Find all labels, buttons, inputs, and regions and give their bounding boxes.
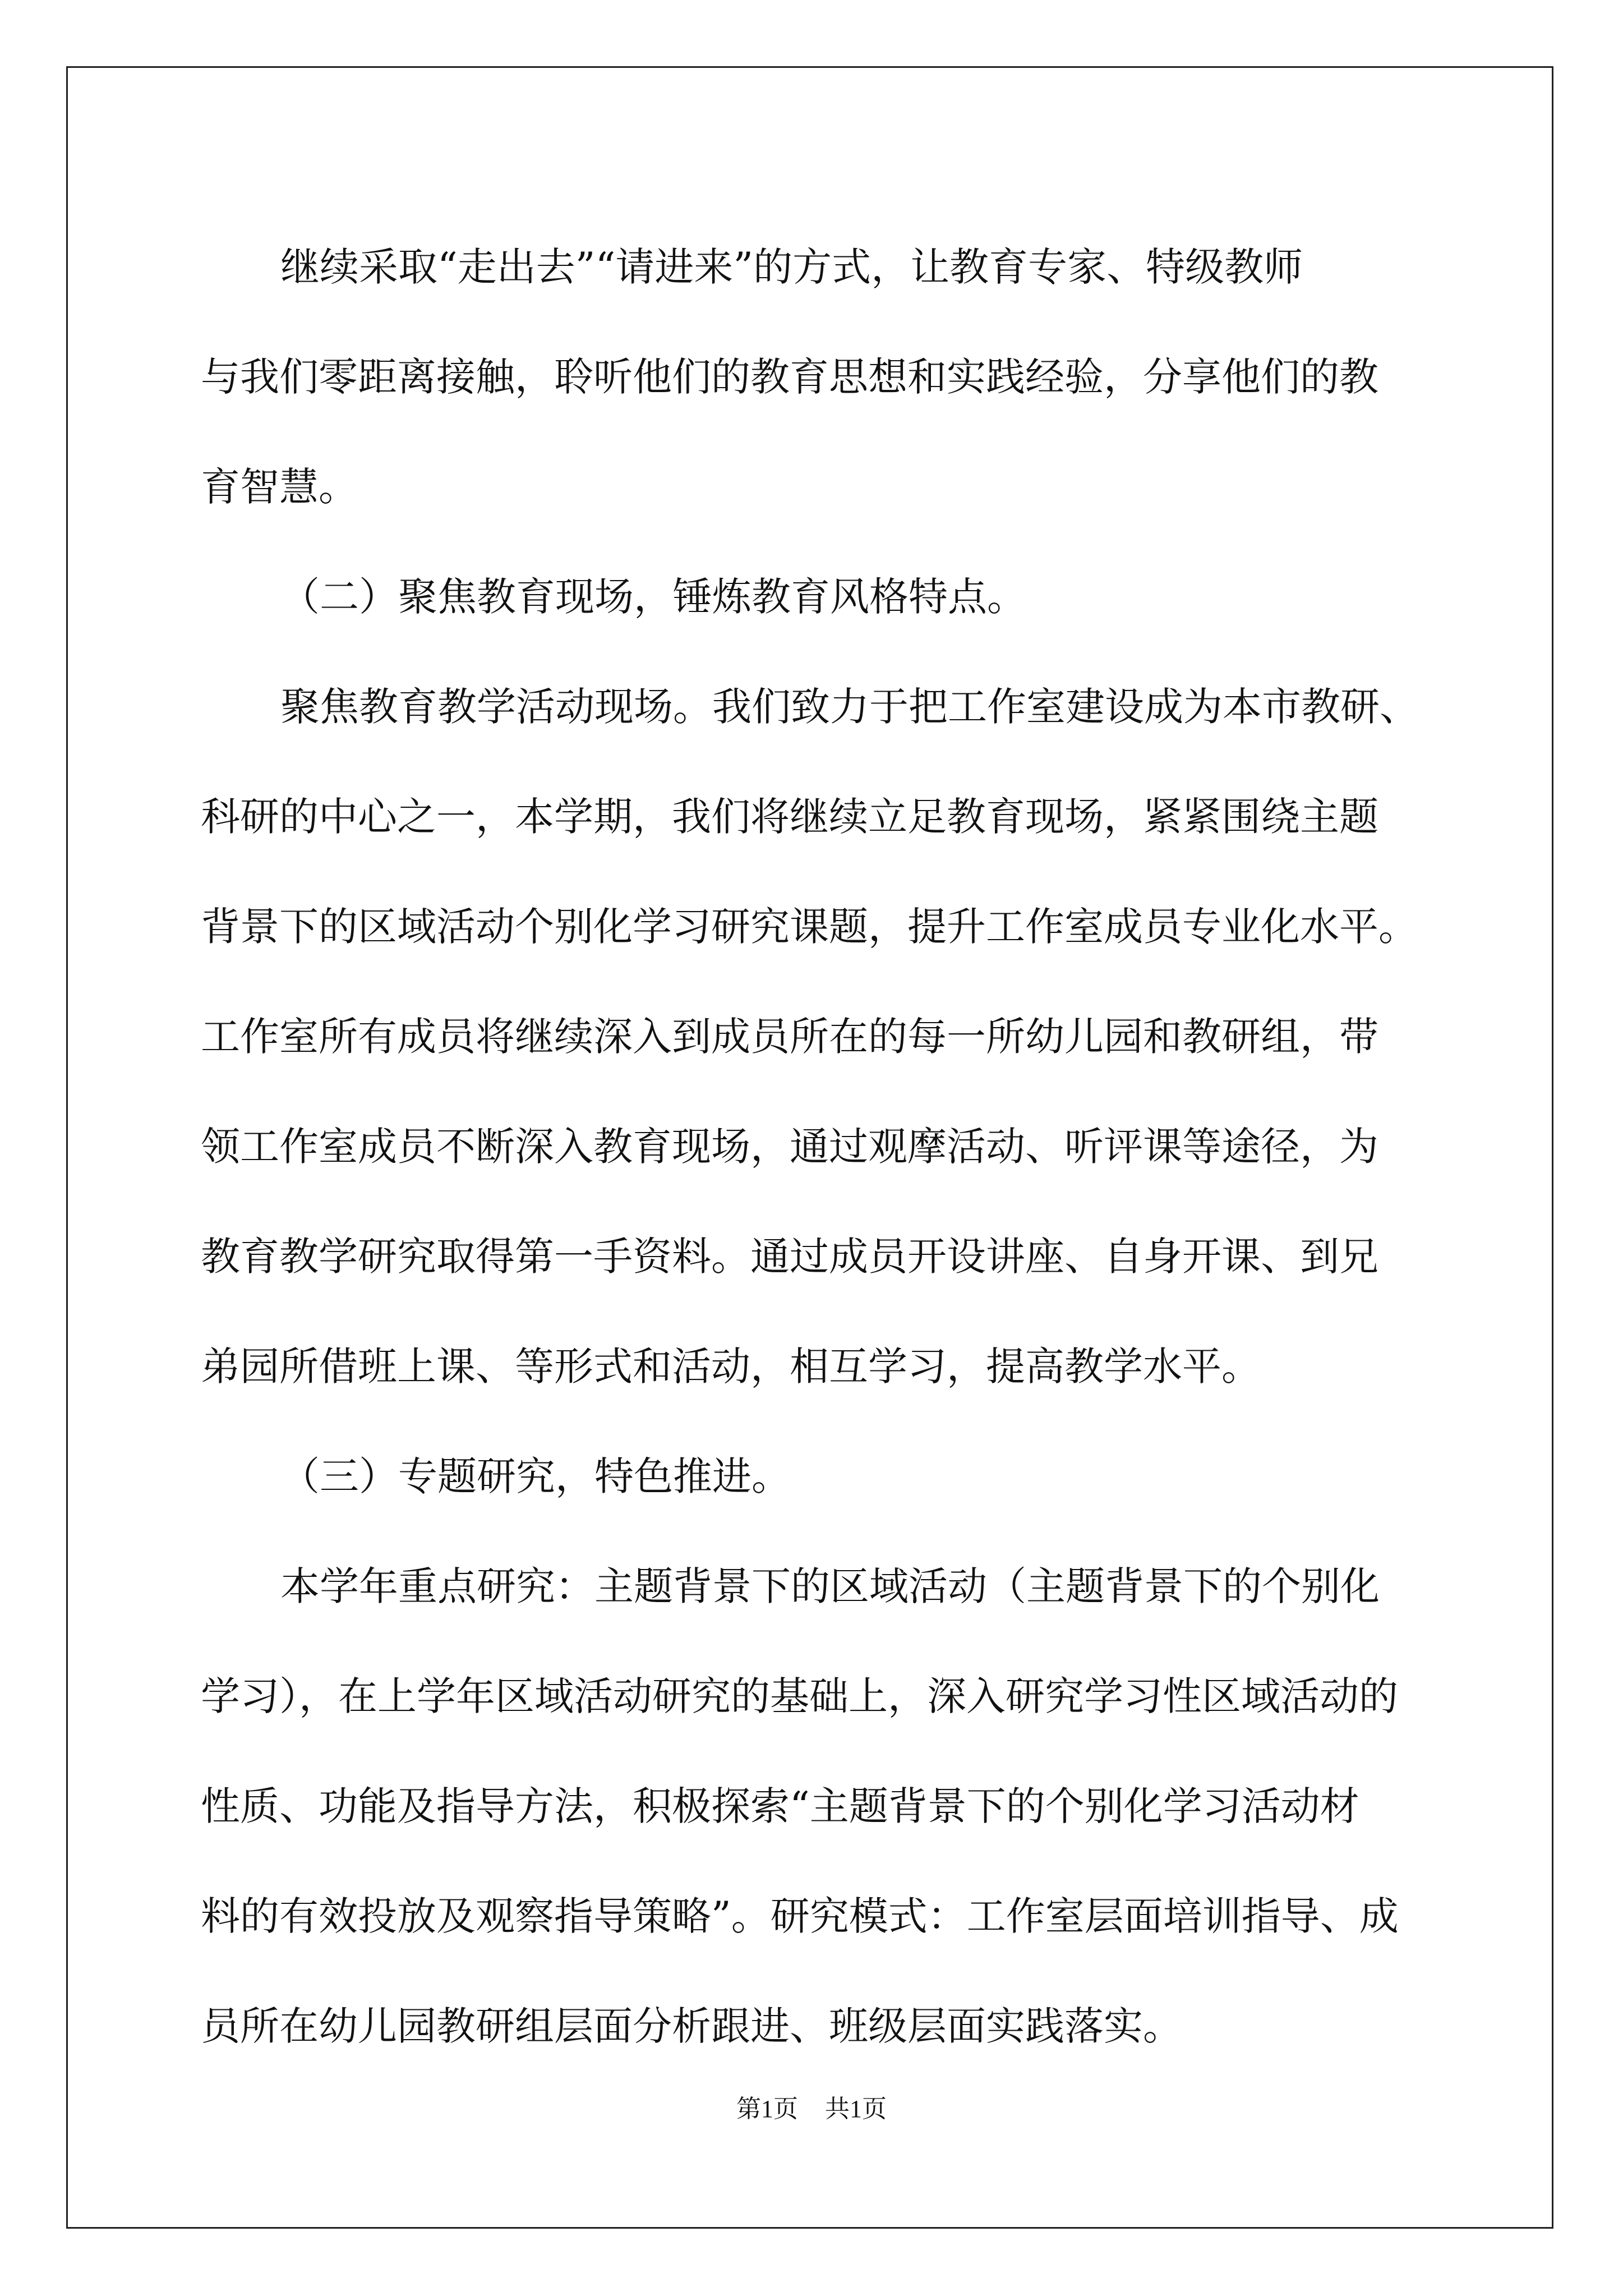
- section-heading: （二）聚焦教育现场，锤炼教育风格特点。: [280, 574, 1026, 620]
- paragraph-line: 学习），在上学年区域活动研究的基础上，深入研究学习性区域活动的: [201, 1673, 1398, 1719]
- paragraph-line: 本学年重点研究：主题背景下的区域活动（主题背景下的个别化: [280, 1563, 1380, 1609]
- page-total: 共1页: [825, 2095, 887, 2123]
- document-body: [201, 212, 1435, 2081]
- paragraph-line: 与我们零距离接触，聆听他们的教育思想和实践经验，分享他们的教: [201, 354, 1378, 400]
- paragraph-line: 聚焦教育教学活动现场。我们致力于把工作室建设成为本市教研、: [280, 684, 1419, 730]
- paragraph-line: 性质、功能及指导方法，积极探索“主题背景下的个别化学习活动材: [201, 1783, 1359, 1829]
- paragraph-line: 工作室所有成员将继续深入到成员所在的每一所幼儿园和教研组，带: [201, 1014, 1378, 1060]
- paragraph-line: 科研的中心之一，本学期，我们将继续立足教育现场，紧紧围绕主题: [201, 794, 1378, 840]
- paragraph-line: 背景下的区域活动个别化学习研究课题，提升工作室成员专业化水平。: [201, 904, 1418, 950]
- page-footer: [0, 2092, 1623, 2126]
- paragraph-line: 员所在幼儿园教研组层面分析跟进、班级层面实践落实。: [201, 2003, 1182, 2049]
- page-number: 第1页: [736, 2095, 798, 2123]
- paragraph-line: 领工作室成员不断深入教育现场，通过观摩活动、听评课等途径，为: [201, 1124, 1378, 1170]
- paragraph-line: 教育教学研究取得第一手资料。通过成员开设讲座、自身开课、到兄: [201, 1234, 1378, 1280]
- paragraph-line: 料的有效投放及观察指导策略”。研究模式：工作室层面培训指导、成: [201, 1893, 1399, 1939]
- section-heading: （三）专题研究，特色推进。: [280, 1453, 791, 1499]
- paragraph-line: 弟园所借班上课、等形式和活动，相互学习，提高教学水平。: [201, 1343, 1261, 1389]
- paragraph-line: 育智慧。: [201, 464, 358, 510]
- paragraph-line: 继续采取“走出去”“请进来”的方式，让教育专家、特级教师: [280, 244, 1303, 290]
